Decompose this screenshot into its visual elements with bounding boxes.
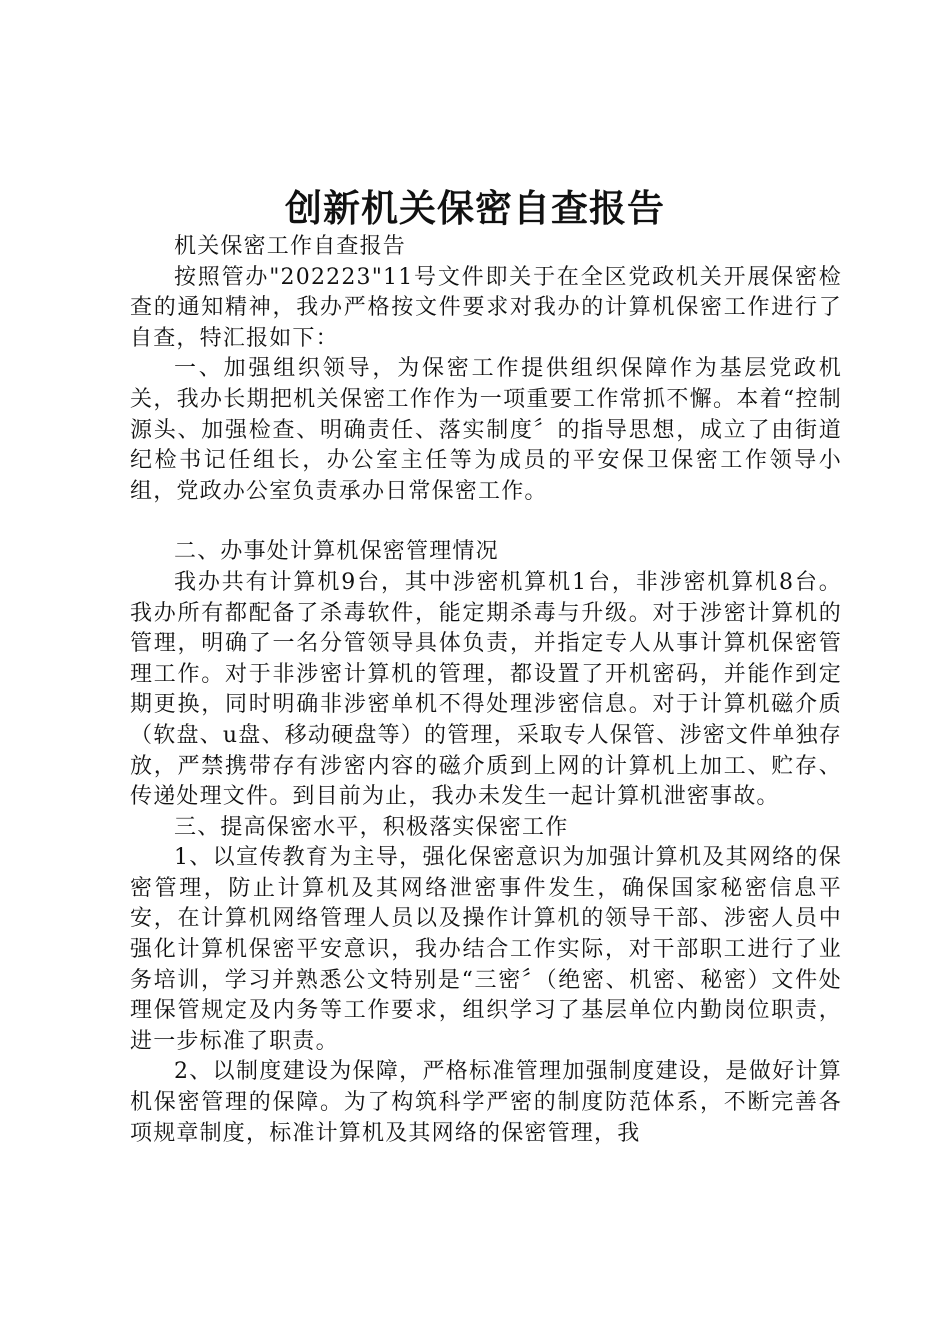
paragraph-section-3-heading: 三、提高保密水平，积极落实保密工作 [174,814,569,840]
paragraph-intro: 按照管办"202223"11号文件即关于在全区党政机关开展保密检查的通知精神，我办严格按文件要求对我办的计算机保密工作进行了自查，特汇报如下： [130,264,842,351]
paragraph-item-2: 2、以制度建设为保障，严格标准管理加强制度建设，是做好计算机保密管理的保障。为了构筑科学严密的制度防范体系，不断完善各项规章制度，标准计算机及其网络的保密管理，我 [130,1059,842,1146]
paragraph-section-2-body: 我办共有计算机9台，其中涉密机算机1台，非涉密机算机8台。我办所有都配备了杀毒软件，能定期杀毒与升级。对于涉密计算机的管理，明确了一名分管领导具体负责，并指定专人从事计算机保密管理工作。对于非涉密计算机的管理，都设置了开机密码，并能作到定期更换，同时明确非涉密单机不得处理涉密信息。对于计算机磁介质（软盘、u盘、移动硬盘等）的管理，采取专人保管、涉密文件单独存放，严禁携带存有涉密内容的磁介质到上网的计算机上加工、贮存、传递处理文件。到目前为止，我办未发生一起计算机泄密事故。 [130,569,842,810]
paragraph-item-1: 1、以宣传教育为主导，强化保密意识为加强计算机及其网络的保密管理，防止计算机及其网络泄密事件发生，确保国家秘密信息平安，在计算机网络管理人员以及操作计算机的领导干部、涉密人员中强化计算机保密平安意识，我办结合工作实际，对干部职工进行了业务培训，学习并熟悉公文特别是“三密〞（绝密、机密、秘密）文件处理保管规定及内务等工作要求，组织学习了基层单位内勤岗位职责，进一步标准了职责。 [130,845,842,1054]
paragraph-section-2-heading: 二、办事处计算机保密管理情况 [174,539,499,565]
paragraph-section-1: 一、加强组织领导，为保密工作提供组织保障作为基层党政机关，我办长期把机关保密工作作为一项重要工作常抓不懈。本着“控制源头、加强检查、明确责任、落实制度〞的指导思想，成立了由街道纪检书记任组长，办公室主任等为成员的平安保卫保密工作领导小组，党政办公室负责承办日常保密工作。 [130,356,842,504]
document-title: 创新机关保密自查报告 [285,186,665,230]
document-body [130,232,842,1149]
paragraph-subtitle: 机关保密工作自查报告 [174,234,407,259]
